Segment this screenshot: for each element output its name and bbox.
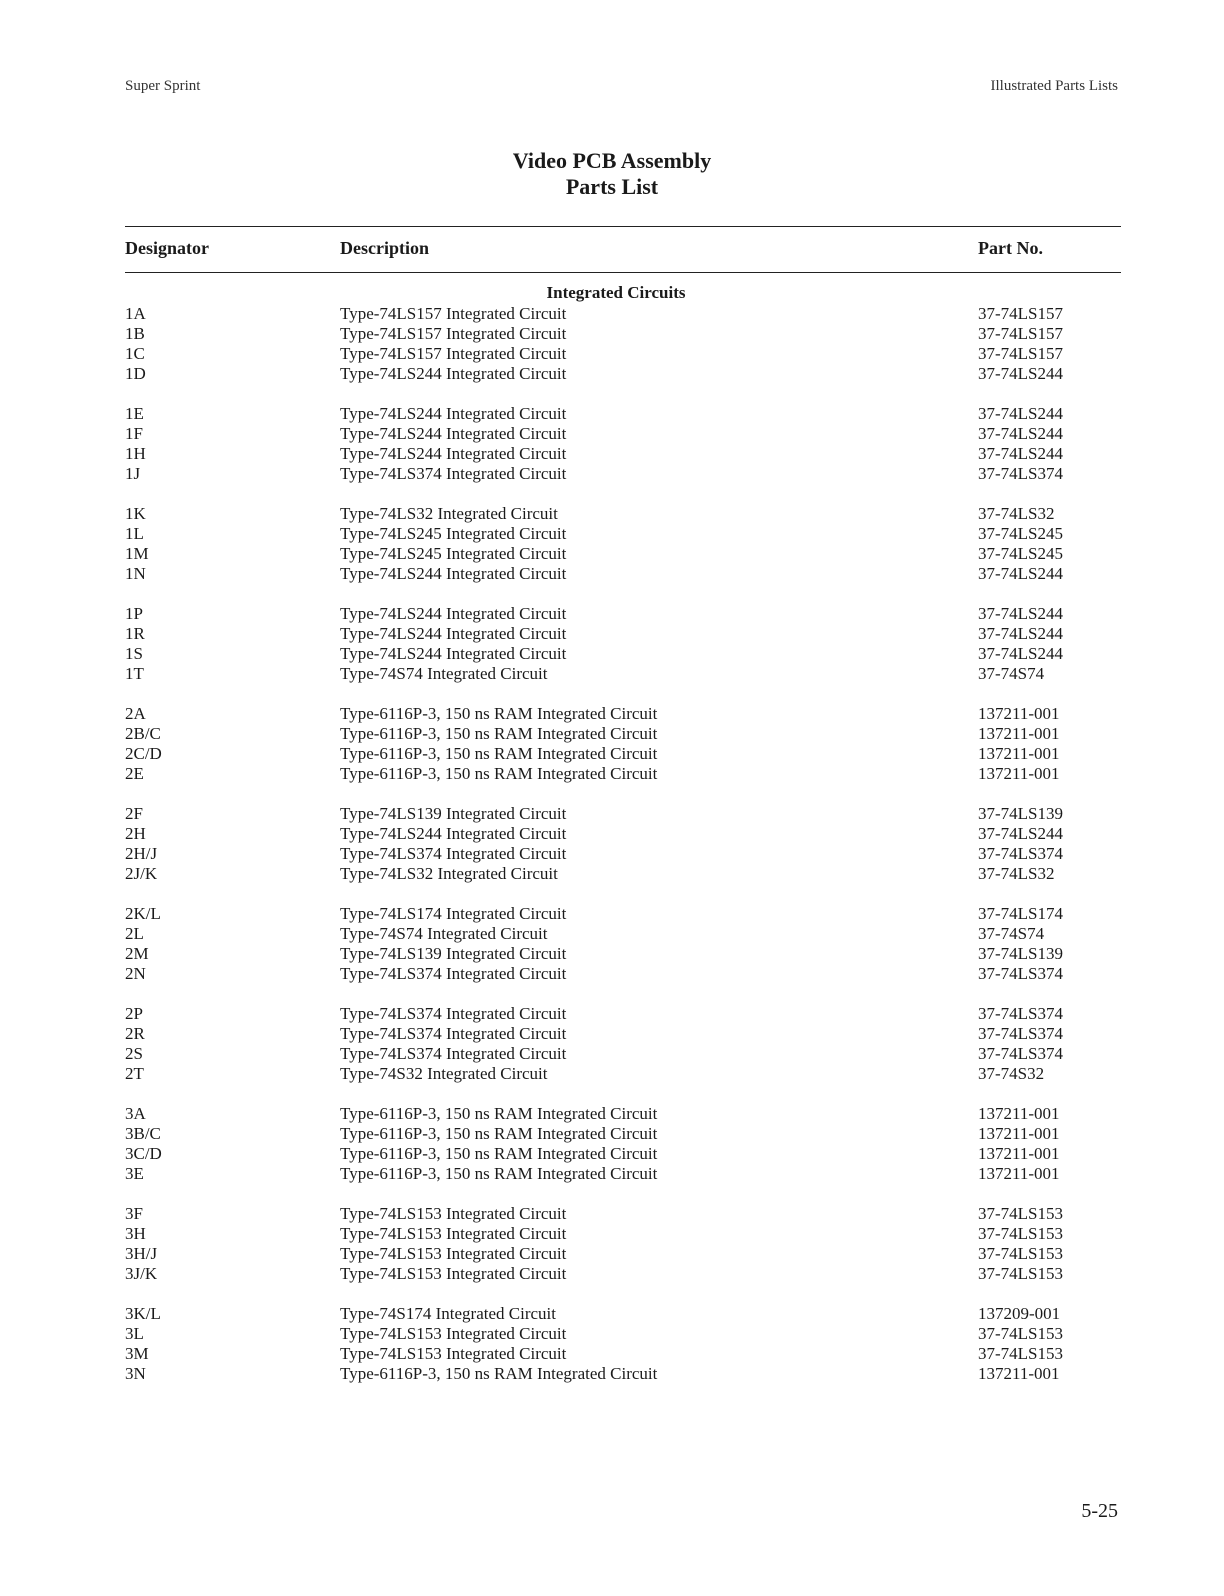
part-no-cell: 37-74LS245	[978, 544, 1063, 563]
description-cell: Type-6116P-3, 150 ns RAM Integrated Circuit	[340, 704, 658, 723]
description-cell: Type-6116P-3, 150 ns RAM Integrated Circuit	[340, 1144, 658, 1163]
description-cell: Type-6116P-3, 150 ns RAM Integrated Circuit	[340, 1164, 658, 1183]
part-no-cell: 37-74LS153	[978, 1204, 1063, 1223]
designator-cell: 2L	[125, 924, 144, 943]
row-group	[125, 1204, 1121, 1284]
designator-cell: 1A	[125, 304, 146, 323]
designator-cell: 3A	[125, 1104, 146, 1123]
designator-cell: 2K/L	[125, 904, 161, 923]
description-cell: Type-74LS32 Integrated Circuit	[340, 504, 558, 523]
description-cell: Type-74LS374 Integrated Circuit	[340, 464, 567, 483]
table-row	[125, 304, 1121, 324]
part-no-cell: 37-74LS244	[978, 644, 1063, 663]
description-cell: Type-6116P-3, 150 ns RAM Integrated Circuit	[340, 764, 658, 783]
row-group	[125, 704, 1121, 784]
description-cell: Type-74LS245 Integrated Circuit	[340, 544, 567, 563]
table-row	[125, 964, 1121, 984]
designator-cell: 3C/D	[125, 1144, 162, 1163]
description-cell: Type-6116P-3, 150 ns RAM Integrated Circuit	[340, 1124, 658, 1143]
table-row	[125, 1024, 1121, 1044]
part-no-cell: 37-74LS153	[978, 1224, 1063, 1243]
table-row	[125, 444, 1121, 464]
designator-cell: 1H	[125, 444, 146, 463]
table-row	[125, 1304, 1121, 1324]
table-row	[125, 424, 1121, 444]
description-cell: Type-74LS139 Integrated Circuit	[340, 804, 567, 823]
designator-cell: 1T	[125, 664, 144, 683]
part-no-cell: 137211-001	[978, 1364, 1060, 1383]
table-row	[125, 464, 1121, 484]
description-cell: Type-74LS157 Integrated Circuit	[340, 344, 567, 363]
designator-cell: 1C	[125, 344, 145, 363]
description-cell: Type-74LS374 Integrated Circuit	[340, 964, 567, 983]
table-row	[125, 1344, 1121, 1364]
description-cell: Type-74LS244 Integrated Circuit	[340, 424, 567, 443]
column-header-part-no: Part No.	[978, 238, 1043, 258]
designator-cell: 3F	[125, 1204, 143, 1223]
designator-cell: 2P	[125, 1004, 143, 1023]
part-no-cell: 37-74LS374	[978, 964, 1063, 983]
table-row	[125, 924, 1121, 944]
part-no-cell: 137211-001	[978, 724, 1060, 743]
description-cell: Type-74LS244 Integrated Circuit	[340, 644, 567, 663]
description-cell: Type-74LS139 Integrated Circuit	[340, 944, 567, 963]
section-heading: Integrated Circuits	[546, 283, 686, 302]
table-row	[125, 1064, 1121, 1084]
column-header-designator: Designator	[125, 238, 209, 258]
part-no-cell: 37-74LS374	[978, 1004, 1063, 1023]
title-line-2: Parts List	[565, 174, 659, 199]
part-no-cell: 37-74LS245	[978, 524, 1063, 543]
table-row	[125, 1224, 1121, 1244]
part-no-cell: 37-74LS244	[978, 564, 1063, 583]
description-cell: Type-6116P-3, 150 ns RAM Integrated Circuit	[340, 1364, 658, 1383]
description-cell: Type-74LS153 Integrated Circuit	[340, 1204, 567, 1223]
designator-cell: 2H	[125, 824, 146, 843]
description-cell: Type-74LS153 Integrated Circuit	[340, 1244, 567, 1263]
part-no-cell: 37-74LS139	[978, 944, 1063, 963]
table-row	[125, 344, 1121, 364]
description-cell: Type-74LS245 Integrated Circuit	[340, 524, 567, 543]
table-row	[125, 404, 1121, 424]
parts-table-body	[125, 282, 1121, 1404]
designator-cell: 2S	[125, 1044, 143, 1063]
page-number: 5-25	[1081, 1500, 1118, 1522]
description-cell: Type-74S174 Integrated Circuit	[340, 1304, 556, 1323]
table-row	[125, 824, 1121, 844]
part-no-cell: 37-74LS32	[978, 864, 1055, 883]
row-group	[125, 1304, 1121, 1384]
part-no-cell: 37-74LS374	[978, 1044, 1063, 1063]
table-row	[125, 1104, 1121, 1124]
description-cell: Type-74LS157 Integrated Circuit	[340, 304, 567, 323]
table-row	[125, 1324, 1121, 1344]
table-row	[125, 564, 1121, 584]
part-no-cell: 37-74LS244	[978, 604, 1063, 623]
table-row	[125, 704, 1121, 724]
designator-cell: 1J	[125, 464, 141, 483]
part-no-cell: 37-74LS244	[978, 824, 1063, 843]
part-no-cell: 137209-001	[978, 1304, 1061, 1323]
description-cell: Type-74LS32 Integrated Circuit	[340, 864, 558, 883]
designator-cell: 3N	[125, 1364, 146, 1383]
table-row	[125, 864, 1121, 884]
description-cell: Type-74LS374 Integrated Circuit	[340, 844, 567, 863]
table-row	[125, 744, 1121, 764]
designator-cell: 1K	[125, 504, 146, 523]
part-no-cell: 137211-001	[978, 1164, 1060, 1183]
designator-cell: 1M	[125, 544, 149, 563]
description-cell: Type-74LS244 Integrated Circuit	[340, 564, 567, 583]
part-no-cell: 137211-001	[978, 1124, 1060, 1143]
designator-cell: 1D	[125, 364, 146, 383]
table-row	[125, 604, 1121, 624]
designator-cell: 3E	[125, 1164, 144, 1183]
part-no-cell: 37-74LS157	[978, 344, 1063, 363]
part-no-cell: 137211-001	[978, 704, 1060, 723]
part-no-cell: 37-74S32	[978, 1064, 1045, 1083]
description-cell: Type-74LS153 Integrated Circuit	[340, 1344, 567, 1363]
table-row	[125, 1264, 1121, 1284]
designator-cell: 2R	[125, 1024, 145, 1043]
designator-cell: 3H	[125, 1224, 146, 1243]
table-row	[125, 944, 1121, 964]
designator-cell: 3L	[125, 1324, 144, 1343]
table-row	[125, 324, 1121, 344]
part-no-cell: 37-74S74	[978, 664, 1045, 683]
part-no-cell: 137211-001	[978, 1144, 1060, 1163]
designator-cell: 2B/C	[125, 724, 161, 743]
designator-cell: 1N	[125, 564, 146, 583]
running-header-right: Illustrated Parts Lists	[990, 78, 1118, 94]
part-no-cell: 37-74LS139	[978, 804, 1063, 823]
table-row	[125, 1004, 1121, 1024]
designator-cell: 1R	[125, 624, 145, 643]
designator-cell: 1S	[125, 644, 143, 663]
table-row	[125, 1244, 1121, 1264]
table-row	[125, 724, 1121, 744]
part-no-cell: 37-74LS374	[978, 1024, 1063, 1043]
part-no-cell: 37-74LS153	[978, 1344, 1063, 1363]
designator-cell: 2E	[125, 764, 144, 783]
designator-cell: 1F	[125, 424, 143, 443]
table-row	[125, 504, 1121, 524]
part-no-cell: 37-74LS32	[978, 504, 1055, 523]
designator-cell: 2C/D	[125, 744, 162, 763]
description-cell: Type-74LS244 Integrated Circuit	[340, 444, 567, 463]
description-cell: Type-74LS374 Integrated Circuit	[340, 1044, 567, 1063]
description-cell: Type-74LS244 Integrated Circuit	[340, 364, 567, 383]
description-cell: Type-74LS153 Integrated Circuit	[340, 1324, 567, 1343]
designator-cell: 1L	[125, 524, 144, 543]
designator-cell: 2A	[125, 704, 146, 723]
table-row	[125, 664, 1121, 684]
part-no-cell: 37-74LS244	[978, 444, 1063, 463]
table-row	[125, 364, 1121, 384]
part-no-cell: 37-74LS157	[978, 304, 1063, 323]
row-group	[125, 804, 1121, 884]
table-row	[125, 1144, 1121, 1164]
table-row	[125, 544, 1121, 564]
table-row	[125, 804, 1121, 824]
part-no-cell: 37-74LS244	[978, 364, 1063, 383]
table-row	[125, 624, 1121, 644]
table-row	[125, 1164, 1121, 1184]
designator-cell: 2M	[125, 944, 149, 963]
row-group	[125, 1004, 1121, 1084]
row-group	[125, 404, 1121, 484]
title-line-1: Video PCB Assembly	[512, 148, 712, 173]
description-cell: Type-74LS153 Integrated Circuit	[340, 1264, 567, 1283]
description-cell: Type-74LS374 Integrated Circuit	[340, 1024, 567, 1043]
designator-cell: 2N	[125, 964, 146, 983]
table-row	[125, 1044, 1121, 1064]
description-cell: Type-74LS157 Integrated Circuit	[340, 324, 567, 343]
table-row	[125, 1124, 1121, 1144]
designator-cell: 1E	[125, 404, 144, 423]
description-cell: Type-74S32 Integrated Circuit	[340, 1064, 548, 1083]
description-cell: Type-74LS374 Integrated Circuit	[340, 1004, 567, 1023]
description-cell: Type-74LS153 Integrated Circuit	[340, 1224, 567, 1243]
part-no-cell: 37-74LS244	[978, 404, 1063, 423]
designator-cell: 2F	[125, 804, 143, 823]
designator-cell: 2H/J	[125, 844, 158, 863]
running-header-left: Super Sprint	[125, 78, 201, 94]
table-row	[125, 524, 1121, 544]
description-cell: Type-6116P-3, 150 ns RAM Integrated Circuit	[340, 724, 658, 743]
row-group	[125, 1104, 1121, 1184]
designator-cell: 3B/C	[125, 1124, 161, 1143]
row-group	[125, 304, 1121, 384]
designator-cell: 3J/K	[125, 1264, 158, 1283]
table-row	[125, 764, 1121, 784]
table-row	[125, 1204, 1121, 1224]
table-row	[125, 844, 1121, 864]
description-cell: Type-74LS244 Integrated Circuit	[340, 604, 567, 623]
description-cell: Type-74S74 Integrated Circuit	[340, 924, 548, 943]
row-group	[125, 604, 1121, 684]
page-title	[0, 148, 1224, 200]
table-row	[125, 904, 1121, 924]
table-top-rule	[125, 226, 1121, 227]
part-no-cell: 37-74LS153	[978, 1324, 1063, 1343]
part-no-cell: 37-74LS157	[978, 324, 1063, 343]
designator-cell: 2T	[125, 1064, 144, 1083]
part-no-cell: 37-74LS153	[978, 1244, 1063, 1263]
description-cell: Type-74LS244 Integrated Circuit	[340, 404, 567, 423]
table-header-rule	[125, 272, 1121, 273]
row-group	[125, 504, 1121, 584]
part-no-cell: 37-74LS174	[978, 904, 1063, 923]
designator-cell: 2J/K	[125, 864, 158, 883]
designator-cell: 3K/L	[125, 1304, 161, 1323]
designator-cell: 3H/J	[125, 1244, 158, 1263]
part-no-cell: 137211-001	[978, 1104, 1060, 1123]
table-row	[125, 644, 1121, 664]
description-cell: Type-74LS244 Integrated Circuit	[340, 624, 567, 643]
part-no-cell: 37-74S74	[978, 924, 1045, 943]
description-cell: Type-74S74 Integrated Circuit	[340, 664, 548, 683]
column-header-description: Description	[340, 238, 429, 258]
part-no-cell: 37-74LS153	[978, 1264, 1063, 1283]
part-no-cell: 37-74LS244	[978, 424, 1063, 443]
part-no-cell: 37-74LS374	[978, 844, 1063, 863]
part-no-cell: 37-74LS374	[978, 464, 1063, 483]
part-no-cell: 37-74LS244	[978, 624, 1063, 643]
part-no-cell: 137211-001	[978, 744, 1060, 763]
row-group	[125, 904, 1121, 984]
table-row	[125, 1364, 1121, 1384]
description-cell: Type-6116P-3, 150 ns RAM Integrated Circuit	[340, 744, 658, 763]
part-no-cell: 137211-001	[978, 764, 1060, 783]
designator-cell: 1B	[125, 324, 145, 343]
description-cell: Type-6116P-3, 150 ns RAM Integrated Circuit	[340, 1104, 658, 1123]
designator-cell: 1P	[125, 604, 143, 623]
description-cell: Type-74LS244 Integrated Circuit	[340, 824, 567, 843]
designator-cell: 3M	[125, 1344, 149, 1363]
description-cell: Type-74LS174 Integrated Circuit	[340, 904, 567, 923]
